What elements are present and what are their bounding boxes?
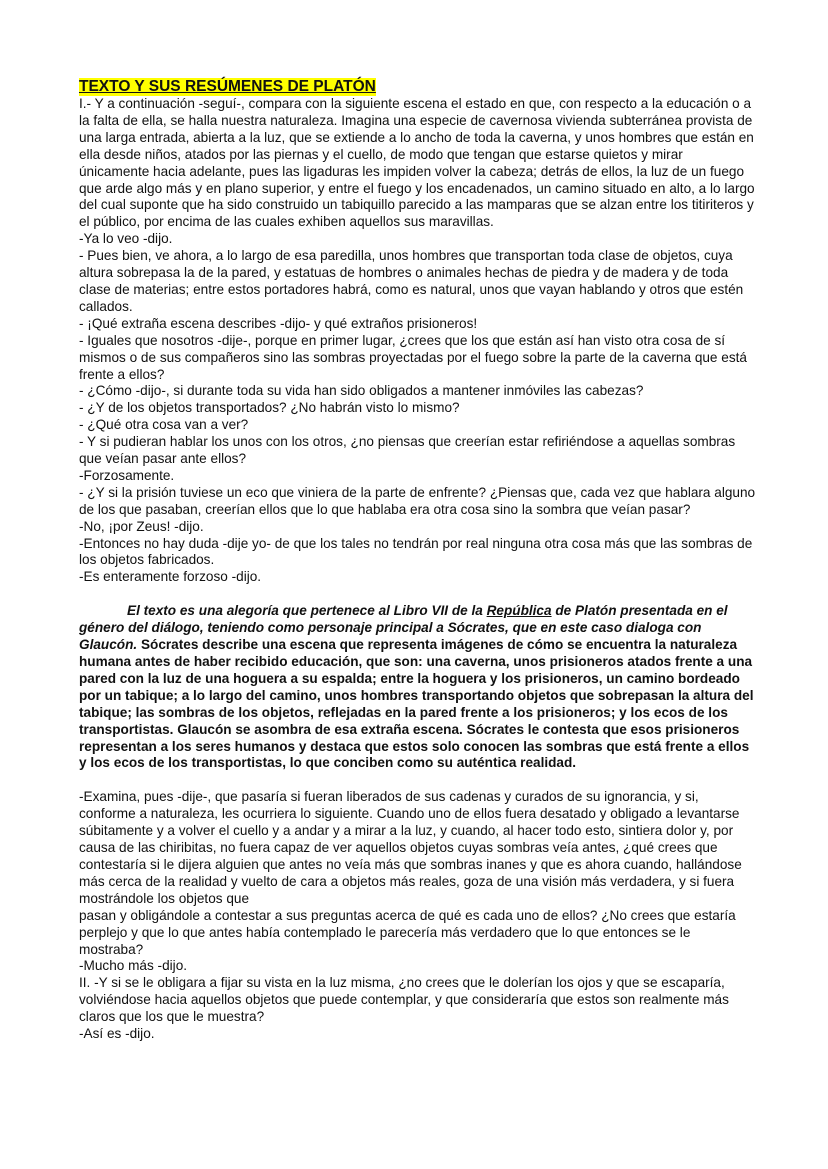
spacer <box>79 772 756 789</box>
passage-1 <box>79 96 756 586</box>
analysis-body: Sócrates describe una escena que representa imágenes de cómo se encuentra la naturaleza humana antes de haber recibido educación, que son: una caverna, unos prisioneros atados frente a una pared con la luz de una hoguera a su espalda; entre la hoguera y los prisioneros, un camino bordeado por un tabique; a lo largo del camino, unos hombres transportando objetos que sobrepasan la altura del tabique; las sombras de los objetos, reflejadas en la pared frente a los prisioneros; y los ecos de los transportistas. Glaucón se asombra de esa extraña escena. Sócrates le contesta que esos prisioneros representan a los seres humanos y destaca que estos solo conocen las sombras que está frente a ellos y los ecos de los transportistas, lo que conciben como su auténtica realidad. <box>79 637 754 771</box>
paragraph: - Pues bien, ve ahora, a lo largo de esa paredilla, unos hombres que transportan toda clase de objetos, cuya altura sobrepasa la de la pared, y estatuas de hombres o animales hechas de piedra y de madera y de toda clase de materias; entre estos portadores habrá, como es natural, unos que vayan hablando y otros que estén callados. <box>79 248 744 314</box>
paragraph: -No, ¡por Zeus! -dijo. <box>79 518 204 534</box>
paragraph: -Mucho más -dijo. <box>79 958 188 974</box>
paragraph: - ¿Y si la prisión tuviese un eco que viniera de la parte de enfrente? ¿Piensas que, cada vez que hablara alguno de los que pasaban, creerían ellos que lo que hablaba era otra cosa sino la sombra que veían pasar? <box>79 484 756 517</box>
paragraph: II. -Y si se le obligara a fijar su vista en la luz misma, ¿no crees que le dolerían los ojos y que se escaparía, volviéndose hacia aquellos objetos que puede contemplar, y que consideraría que estos son realmente más claros que los que le muestra? <box>79 975 729 1025</box>
paragraph: - ¿Cómo -dijo-, si durante toda su vida han sido obligados a mantener inmóviles las cabezas? <box>79 383 644 399</box>
paragraph: - ¡Qué extraña escena describes -dijo- y qué extraños prisioneros! <box>79 315 478 331</box>
spacer <box>79 586 756 603</box>
paragraph: -Ya lo veo -dijo. <box>79 231 173 247</box>
document-title: TEXTO Y SUS RESÚMENES DE PLATÓN <box>79 78 376 95</box>
paragraph: - ¿Y de los objetos transportados? ¿No habrán visto lo mismo? <box>79 400 460 416</box>
paragraph: - Y si pudieran hablar los unos con los otros, ¿no piensas que creerían estar refiriéndose a aquellas sombras que veían pasar ante ellos? <box>79 434 736 467</box>
paragraph: - Iguales que nosotros -dije-, porque en primer lugar, ¿crees que los que están así han visto otra cosa de sí mismos o de sus compañeros sino las sombras proyectadas por el fuego sobre la parte de la caverna que está frente a ellos? <box>79 332 747 382</box>
paragraph: - ¿Qué otra cosa van a ver? <box>79 417 249 433</box>
paragraph: -Así es -dijo. <box>79 1026 155 1042</box>
paragraph: I.- Y a continuación -seguí-, compara con la siguiente escena el estado en que, con respecto a la educación o a la falta de ella, se halla nuestra naturaleza. Imagina una especie de cavernosa vivienda subterránea provista de una larga entrada, abierta a la luz, que se extiende a lo ancho de toda la caverna, y unos hombres que están en ella desde niños, atados por las piernas y el cuello, de modo que tengan que estarse quietos y mirar únicamente hacia adelante, pues las ligaduras les impiden volver la cabeza; detrás de ellos, la luz de un fuego que arde algo más y en plano superior, y entre el fuego y los encadenados, un camino situado en alto, a lo largo del cual suponte que ha sido construido un tabiquillo parecido a las mamparas que se alzan entre los titiriteros y el público, por encima de las cuales exhiben aquellos sus maravillas. <box>79 96 755 230</box>
passage-2 <box>79 789 756 1043</box>
analysis-paragraph <box>79 603 756 772</box>
work-title: República <box>486 603 552 619</box>
analysis-intro-cont: de Platón presentada en el género del diálogo, teniendo como personaje principal a Sócrates, que en este caso dialoga con Glaucón. <box>79 603 728 653</box>
paragraph: -Es enteramente forzoso -dijo. <box>79 569 262 585</box>
paragraph: -Examina, pues -dije-, que pasaría si fueran liberados de sus cadenas y curados de su ignorancia, y si, conforme a naturaleza, les ocurriera lo siguiente. Cuando uno de ellos fuera desatado y obligado a levantarse súbitamente y a volver el cuello y a andar y a mirar a la luz, y cuando, al hacer todo esto, sintiera dolor y, por causa de las chiribitas, no fuera capaz de ver aquellos objetos cuyas sombras veía antes, ¿qué crees que contestaría si le dijera alguien que antes no veía más que sombras inanes y que es ahora cuando, hallándose más cerca de la realidad y vuelto de cara a objetos más reales, goza de una visión más verdadera, y si fuera mostrándole los objetos que <box>79 789 742 906</box>
analysis-intro: El texto es una alegoría que pertenece al Libro VII de la <box>127 603 487 619</box>
paragraph: -Forzosamente. <box>79 467 175 483</box>
paragraph: -Entonces no hay duda -dije yo- de que los tales no tendrán por real ninguna otra cosa más que las sombras de los objetos fabricados. <box>79 535 753 568</box>
paragraph: pasan y obligándole a contestar a sus preguntas acerca de qué es cada uno de ellos? ¿No crees que estaría perplejo y que lo que antes había contemplado le parecería más verdadero que lo que entonces se le mostraba? <box>79 907 736 957</box>
